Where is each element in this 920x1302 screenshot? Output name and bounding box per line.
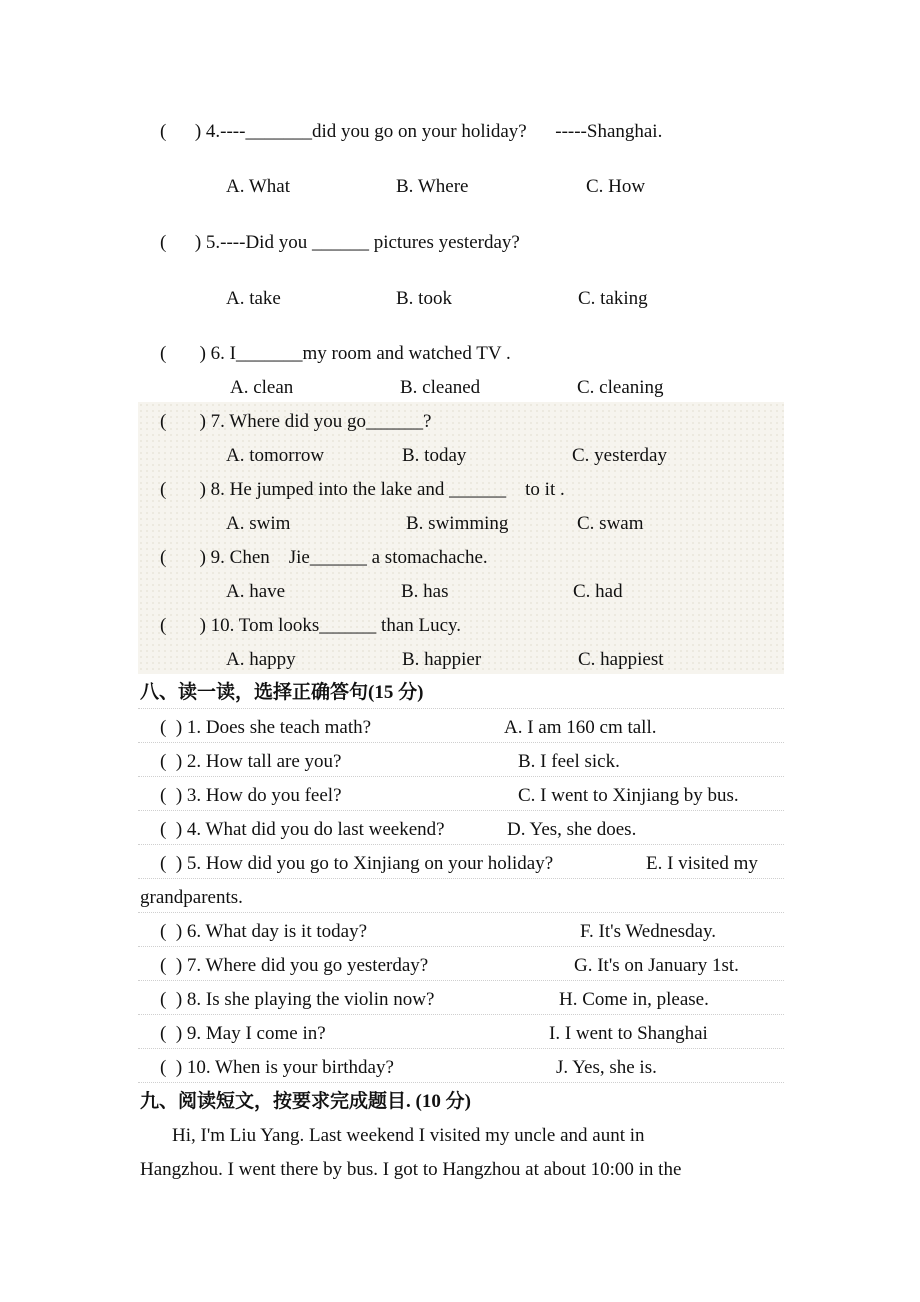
match-answer-d: D. Yes, she does. [507, 819, 637, 840]
question-10-stem: ( ) 10. Tom looks______ than Lucy. [160, 615, 462, 636]
question-9-option-b: B. has [401, 581, 449, 602]
passage-line-2: Hangzhou. I went there by bus. I got to Hangzhou at about 10:00 in the [140, 1159, 682, 1180]
match-question-2: ( ) 2. How tall are you? [160, 751, 342, 772]
match-question-10: ( ) 10. When is your birthday? [160, 1057, 394, 1078]
question-7-option-a: A. tomorrow [226, 445, 325, 466]
question-4-option-a: A. What [226, 176, 291, 197]
question-8-option-a: A. swim [226, 513, 291, 534]
question-4-option-c: C. How [586, 176, 646, 197]
question-8-option-b: B. swimming [406, 513, 509, 534]
divider [138, 1014, 784, 1015]
match-answer-a: A. I am 160 cm tall. [504, 717, 657, 738]
question-4-option-b: B. Where [396, 176, 469, 197]
question-6-option-b: B. cleaned [400, 377, 481, 398]
match-answer-e-continued: grandparents. [140, 887, 243, 908]
divider [138, 946, 784, 947]
match-question-5: ( ) 5. How did you go to Xinjiang on your holiday? [160, 853, 554, 874]
match-answer-g: G. It's on January 1st. [574, 955, 739, 976]
question-9-stem: ( ) 9. Chen Jie______ a stomachache. [160, 547, 488, 568]
match-answer-j: J. Yes, she is. [556, 1057, 657, 1078]
match-question-4: ( ) 4. What did you do last weekend? [160, 819, 445, 840]
question-9-option-a: A. have [226, 581, 286, 602]
question-10-option-a: A. happy [226, 649, 296, 670]
question-7-option-c: C. yesterday [572, 445, 667, 466]
match-answer-b: B. I feel sick. [518, 751, 620, 772]
divider [138, 810, 784, 811]
question-6-stem: ( ) 6. I_______my room and watched TV . [160, 343, 511, 364]
question-8-stem: ( ) 8. He jumped into the lake and ______ to it . [160, 479, 565, 500]
divider [138, 1048, 784, 1049]
divider [138, 1082, 784, 1083]
match-question-7: ( ) 7. Where did you go yesterday? [160, 955, 429, 976]
passage-line-1: Hi, I'm Liu Yang. Last weekend I visited my uncle and aunt in [172, 1125, 645, 1146]
question-7-option-b: B. today [402, 445, 467, 466]
match-question-8: ( ) 8. Is she playing the violin now? [160, 989, 435, 1010]
question-5-option-b: B. took [396, 288, 452, 309]
question-4-stem: ( ) 4.----_______did you go on your holiday? -----Shanghai. [160, 121, 663, 142]
question-10-option-b: B. happier [402, 649, 482, 670]
divider [138, 844, 784, 845]
match-question-9: ( ) 9. May I come in? [160, 1023, 326, 1044]
divider [138, 742, 784, 743]
match-question-3: ( ) 3. How do you feel? [160, 785, 342, 806]
section-9-heading: 九、阅读短文，按要求完成题目. (10 分) [140, 1091, 471, 1112]
question-5-stem: ( ) 5.----Did you ______ pictures yesterday? [160, 232, 520, 253]
match-answer-c: C. I went to Xinjiang by bus. [518, 785, 739, 806]
divider [138, 912, 784, 913]
divider [138, 776, 784, 777]
divider [138, 708, 784, 709]
question-7-stem: ( ) 7. Where did you go______? [160, 411, 432, 432]
question-5-option-c: C. taking [578, 288, 648, 309]
match-answer-h: H. Come in, please. [559, 989, 709, 1010]
question-9-option-c: C. had [573, 581, 623, 602]
divider [138, 878, 784, 879]
question-6-option-a: A. clean [230, 377, 294, 398]
section-8-heading: 八、读一读，选择正确答句(15 分) [140, 682, 424, 703]
question-10-option-c: C. happiest [578, 649, 664, 670]
divider [138, 980, 784, 981]
question-8-option-c: C. swam [577, 513, 644, 534]
match-question-6: ( ) 6. What day is it today? [160, 921, 368, 942]
match-answer-e: E. I visited my [646, 853, 758, 874]
match-answer-i: I. I went to Shanghai [549, 1023, 708, 1044]
question-6-option-c: C. cleaning [577, 377, 664, 398]
match-question-1: ( ) 1. Does she teach math? [160, 717, 372, 738]
question-5-option-a: A. take [226, 288, 281, 309]
match-answer-f: F. It's Wednesday. [580, 921, 716, 942]
